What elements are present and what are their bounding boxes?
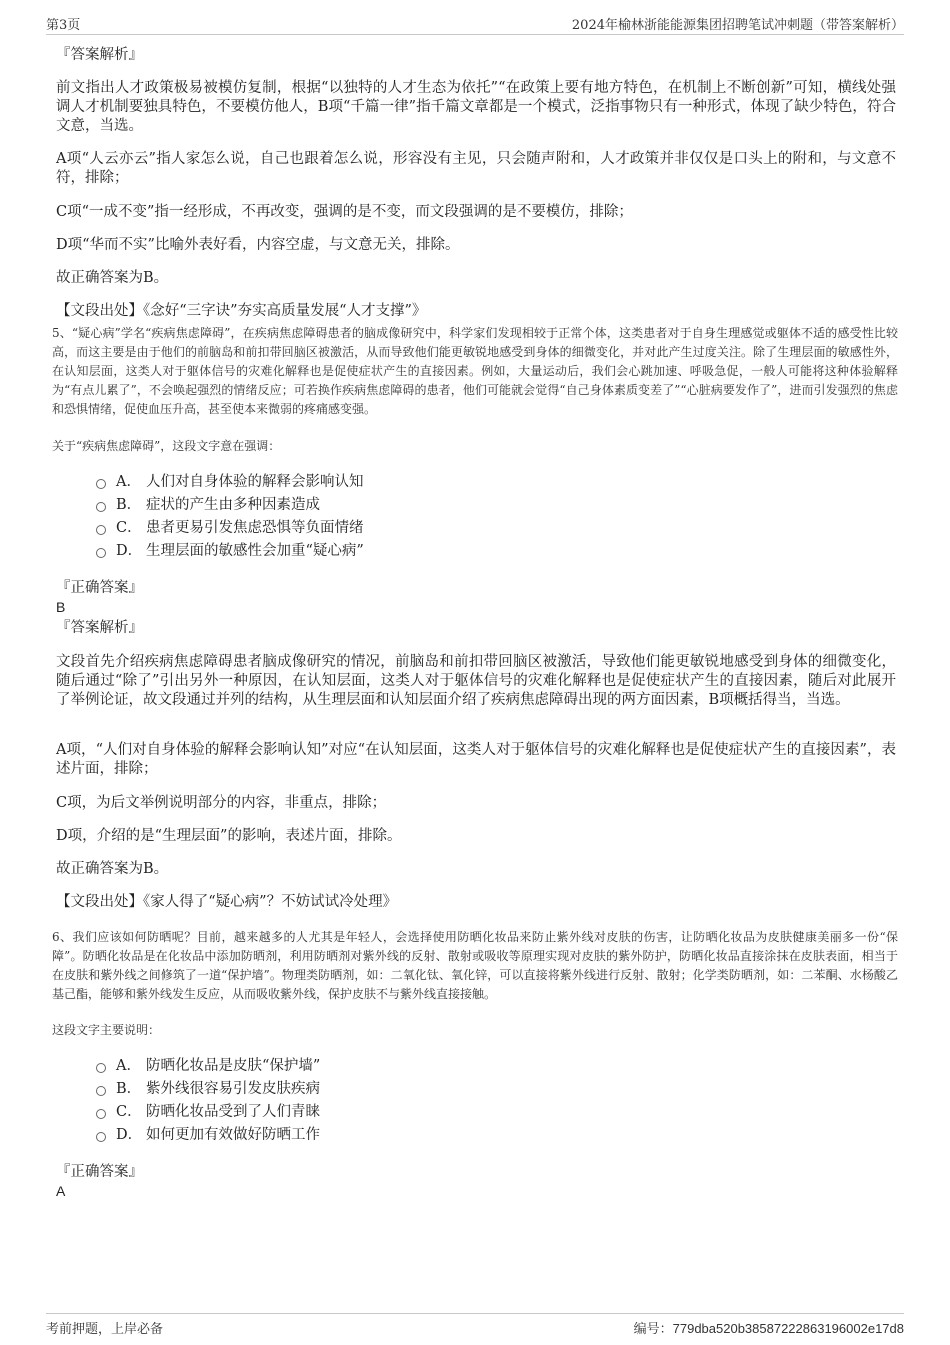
q5-correct-label: 『正确答案』 bbox=[56, 580, 143, 596]
q6-option-b[interactable]: B． 紫外线很容易引发皮肤疾病 bbox=[96, 1079, 320, 1099]
q6-stem: 6、我们应该如何防晒呢？目前，越来越多的人尤其是年轻人，会选择使用防晒化妆品来防止紫外线对皮肤的伤害，让防晒化妆品为皮肤健康美丽多一份“保障”。防晒化妆品是在化妆品中添加防晒剂，利用防晒剂对紫外线的反射、散射或吸收等原理实现对皮肤的紫外防护，防晒化妆品直接涂抹在皮肤表面，相当于在皮肤和紫外线之间修筑了一道“保护墙”。物理类防晒剂，如：二氧化钛、氧化锌，可以直接将紫外线进行反射、散射；化学类防晒剂，如：二苯酮、水杨酸乙基己酯，能够和紫外线发生反应，从而吸收紫外线，保护皮肤不与紫外线直接接触。 bbox=[52, 930, 898, 1001]
q5-source: 【文段出处】《家人得了“疑心病”？不妨试试冷处理》 bbox=[56, 894, 398, 910]
document-title: 2024年榆林浙能能源集团招聘笔试冲刺题（带答案解析） bbox=[571, 18, 904, 33]
q6-prompt: 这段文字主要说明： bbox=[52, 1023, 161, 1037]
q5-option-d[interactable]: D． 生理层面的敏感性会加重“疑心病” bbox=[96, 541, 364, 561]
page-footer bbox=[46, 1313, 904, 1338]
q4-analysis-option-c: C项“一成不变”指一经形成，不再改变，强调的是不变，而文段强调的是不要模仿，排除； bbox=[56, 204, 633, 220]
q4-analysis-option-d: D项“华而不实”比喻外表好看，内容空虚，与文意无关，排除。 bbox=[56, 237, 460, 253]
q5-analysis-option-c: C项，为后文举例说明部分的内容，非重点，排除； bbox=[56, 795, 387, 811]
footer-slogan: 考前押题，上岸必备 bbox=[46, 1322, 164, 1337]
page-header bbox=[46, 10, 904, 35]
q4-analysis-paragraph: 前文指出人才政策极易被模仿复制，根据“以独特的人才生态为依托”“在政策上要有地方特色，在机制上不断创新”可知，横线处强调人才机制要独具特色，不要模仿他人，B项“千篇一律”指千篇文章都是一个模式，泛指事物只有一种形式，体现了缺少特色，符合文意，当选。 bbox=[56, 80, 896, 134]
q5-analysis-option-a: A项，“人们对自身体验的解释会影响认知”对应“在认知层面，这类人对于躯体信号的灾难化解释也是促使症状产生的直接因素”，表述片面，排除； bbox=[56, 742, 896, 777]
q6-option-c[interactable]: C． 防晒化妆品受到了人们青睐 bbox=[96, 1102, 320, 1122]
radio-icon[interactable] bbox=[96, 1063, 106, 1073]
q5-conclusion: 故正确答案为B。 bbox=[56, 861, 169, 877]
q6-option-d[interactable]: D． 如何更加有效做好防晒工作 bbox=[96, 1125, 320, 1145]
q6-correct-answer: A bbox=[56, 1183, 66, 1199]
radio-icon[interactable] bbox=[96, 1132, 106, 1142]
radio-icon[interactable] bbox=[96, 502, 106, 512]
q5-correct-answer: B bbox=[56, 599, 66, 615]
q4-source: 【文段出处】《念好“三字诀”夯实高质量发展“人才支撑”》 bbox=[56, 303, 427, 319]
document-serial: 编号：779dba520b38587222863196002e17d8 bbox=[633, 1321, 904, 1336]
q4-analysis-option-a: A项“人云亦云”指人家怎么说，自己也跟着怎么说，形容没有主见，只会随声附和，人才政策并非仅仅是口头上的附和，与文意不符，排除； bbox=[56, 151, 896, 186]
radio-icon[interactable] bbox=[96, 479, 106, 489]
q5-option-c[interactable]: C． 患者更易引发焦虑恐惧等负面情绪 bbox=[96, 518, 364, 538]
q5-analysis-paragraph: 文段首先介绍疾病焦虑障碍患者脑成像研究的情况，前脑岛和前扣带回脑区被激活，导致他们能更敏锐地感受到身体的细微变化，随后通过“除了”引出另外一种原因，在认知层面，这类人对于躯体信号的灾难化解释也是促使症状产生的直接因素，随后对此展开了举例论证，故文段通过并列的结构，从生理层面和认知层面介绍了疾病焦虑障碍出现的两方面因素，B项概括得当，当选。 bbox=[56, 654, 896, 708]
radio-icon[interactable] bbox=[96, 548, 106, 558]
q5-prompt: 关于“疾病焦虑障碍”，这段文字意在强调： bbox=[52, 439, 281, 453]
q4-conclusion: 故正确答案为B。 bbox=[56, 270, 169, 286]
q6-correct-label: 『正确答案』 bbox=[56, 1164, 143, 1180]
q5-option-a[interactable]: A． 人们对自身体验的解释会影响认知 bbox=[96, 472, 364, 492]
radio-icon[interactable] bbox=[96, 525, 106, 535]
page-number: 第3页 bbox=[46, 18, 81, 33]
q5-analysis-option-d: D项，介绍的是“生理层面”的影响，表述片面，排除。 bbox=[56, 828, 402, 844]
q5-stem: 5、“疑心病”学名“疾病焦虑障碍”，在疾病焦虑障碍患者的脑成像研究中，科学家们发现相较于正常个体，这类患者对于自身生理感觉或躯体不适的感受性比较高，而这主要是由于他们的前脑岛和前扣带回脑区被激活，从而导致他们能更敏锐地感受到身体的细微变化，并对此产生过度关注。除了生理层面的敏感性外，在认知层面，这类人对于躯体信号的灾难化解释也是促使症状产生的直接因素。例如，大量运动后，我们会心跳加速、呼吸急促，一般人可能将这种体验解释为“有点儿累了”，不会唤起强烈的情绪反应；可若换作疾病焦虑障碍的患者，他们可能就会觉得“自己身体素质变差了”“心脏病要发作了”，进而引发强烈的焦虑和恐惧情绪，促使血压升高，甚至使本来微弱的疼痛感变强。 bbox=[52, 326, 898, 416]
radio-icon[interactable] bbox=[96, 1109, 106, 1119]
q6-option-a[interactable]: A． 防晒化妆品是皮肤“保护墙” bbox=[96, 1056, 320, 1076]
q5-analysis-label: 『答案解析』 bbox=[56, 620, 143, 636]
q5-option-b[interactable]: B． 症状的产生由多种因素造成 bbox=[96, 495, 320, 515]
radio-icon[interactable] bbox=[96, 1086, 106, 1096]
q4-analysis-label: 『答案解析』 bbox=[56, 47, 143, 63]
